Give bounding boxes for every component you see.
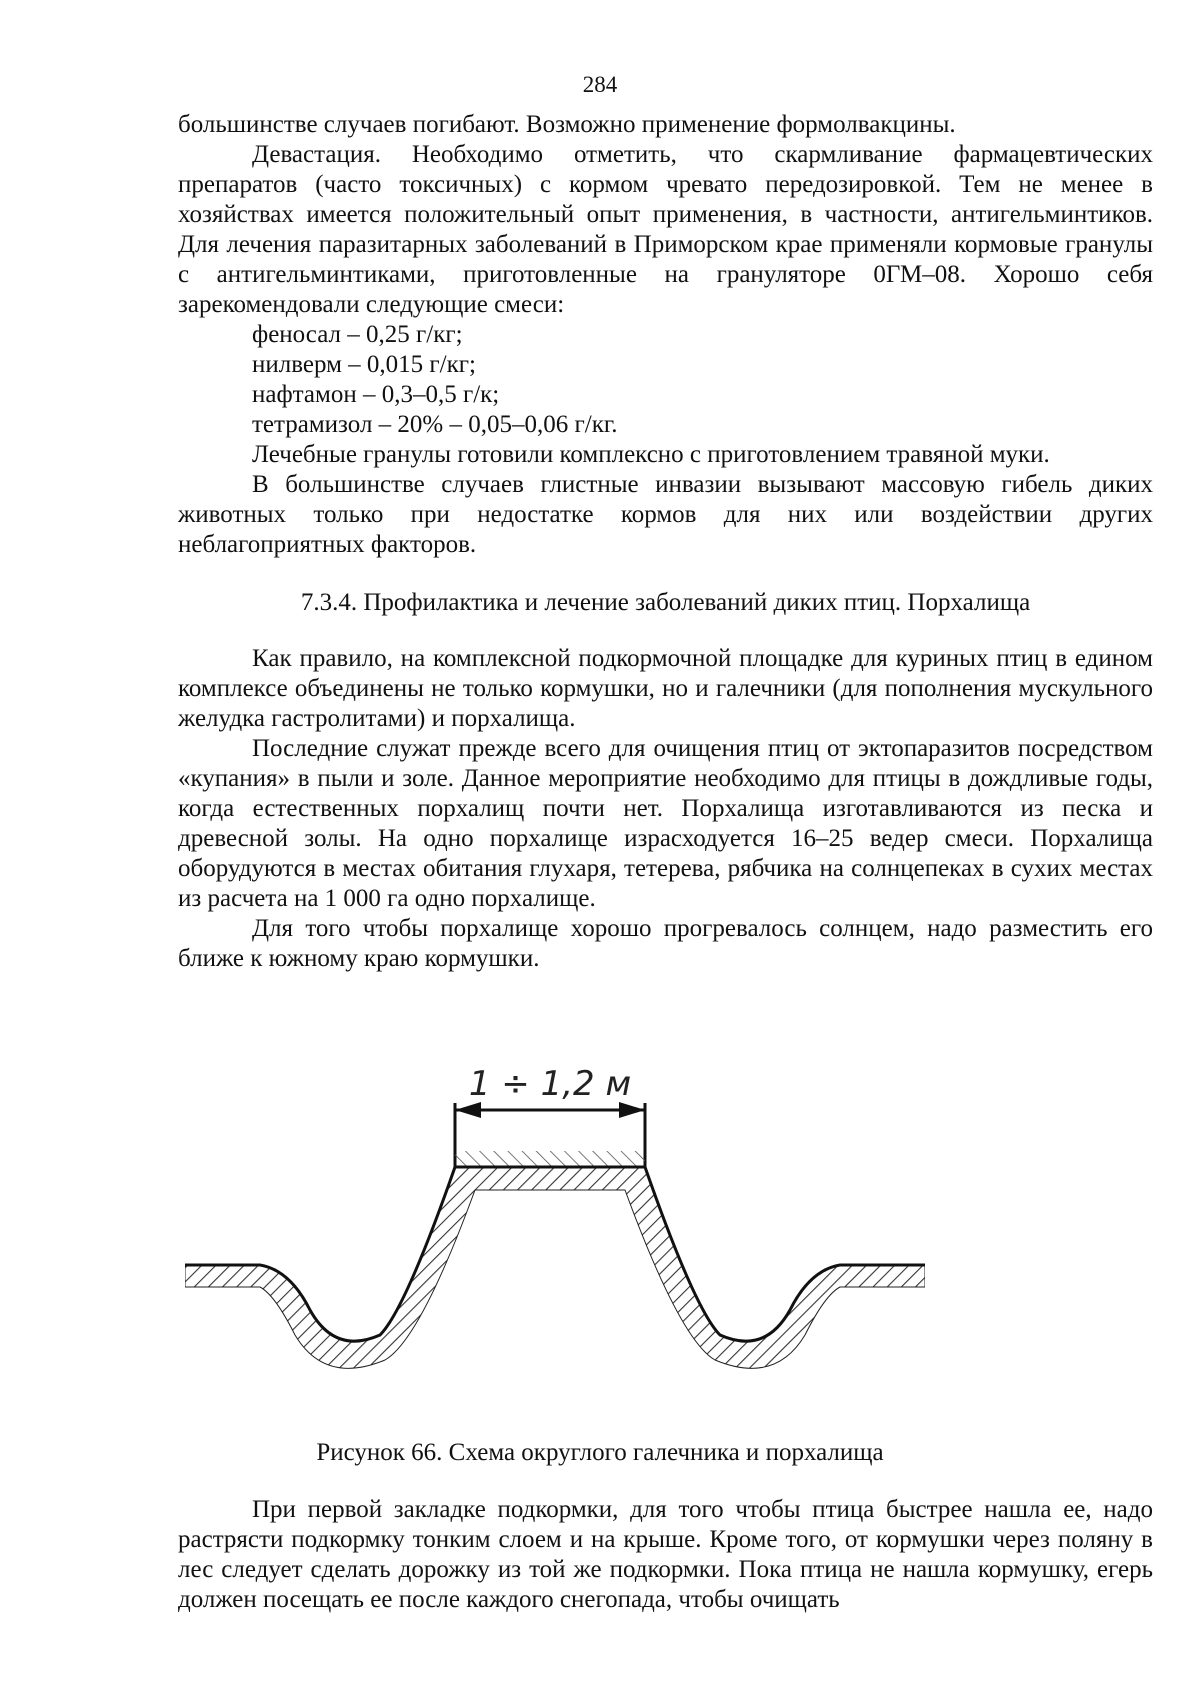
list-item: тетрамизол – 20% – 0,05–0,06 г/кг. [252, 411, 618, 438]
list-item: нафтамон – 0,3–0,5 г/к; [252, 381, 500, 408]
top-layer [455, 1151, 645, 1167]
paragraph: Лечебные гранулы готовили комплексно с приготовлением травяной муки. [252, 441, 1050, 468]
figure-scheme [185, 1055, 925, 1395]
section-heading: 7.3.4. Профилактика и лечение заболеваний диких птиц. Порхалища [300, 589, 1031, 616]
paragraph: В большинстве случаев глистные инвазии вызывают массовую гибель диких животных только при недостатке кормов для них или воздействии других неблагоприятных факторов. [178, 471, 1153, 558]
page-number: 284 [582, 72, 618, 97]
figure-caption: Рисунок 66. Схема округлого галечника и порхалища [316, 1439, 884, 1466]
paragraph: Последние служат прежде всего для очищения птиц от эктопаразитов посредством «купания» в пыли и золе. Данное мероприятие необходимо для птицы в дождливые годы, когда естественных порхалищ почти нет. Порхалища изготавливаются из песка и древесной золы. На одно порхалище израсходуется 16–25 ведер смеси. Порхалища оборудуются в местах обитания глухаря, тетерева, рябчика на солнцепеках в сухих местах из расчета на 1 000 га одно порхалище. [178, 735, 1153, 912]
list-item: феносал – 0,25 г/кг; [252, 321, 463, 348]
paragraph: Девастация. Необходимо отметить, что скармливание фармацевтических препаратов (часто токсичных) с кормом чревато передозировкой. Тем не менее в хозяйствах имеется положительный опыт применения, в частности, антигельминтиков. Для лечения паразитарных заболеваний в Приморском крае применяли кормовые гранулы с антигельминтиками, приготовленные на грануляторе 0ГМ–08. Хорошо себя зарекомендовали следующие смеси: [178, 141, 1153, 318]
paragraph: большинстве случаев погибают. Возможно применение формолвакцины. [178, 111, 956, 138]
main-text [178, 110, 1153, 974]
paragraph: При первой закладке подкормки, для того чтобы птица быстрее нашла ее, надо растрясти подкормку тонким слоем и на крыше. Кроме того, от кормушки через поляну в лес следует сделать дорожку из той же подкормки. Пока птица не нашла кормушку, егерь должен посещать ее после каждого снегопада, чтобы очищать [178, 1496, 1153, 1613]
list-item: нилверм – 0,015 г/кг; [252, 351, 476, 378]
dimension-label: 1 ÷ 1,2 м [468, 1064, 632, 1104]
ground-profile [185, 1167, 925, 1368]
main-text-continued [178, 1495, 1153, 1615]
paragraph: Как правило, на комплексной подкормочной площадке для куриных птиц в едином комплексе объединены не только кормушки, но и галечники (для пополнения мускульного желудка гастролитами) и порхалища. [178, 645, 1153, 732]
paragraph: Для того чтобы порхалище хорошо прогревалось солнцем, надо разместить его ближе к южному краю кормушки. [178, 915, 1153, 972]
